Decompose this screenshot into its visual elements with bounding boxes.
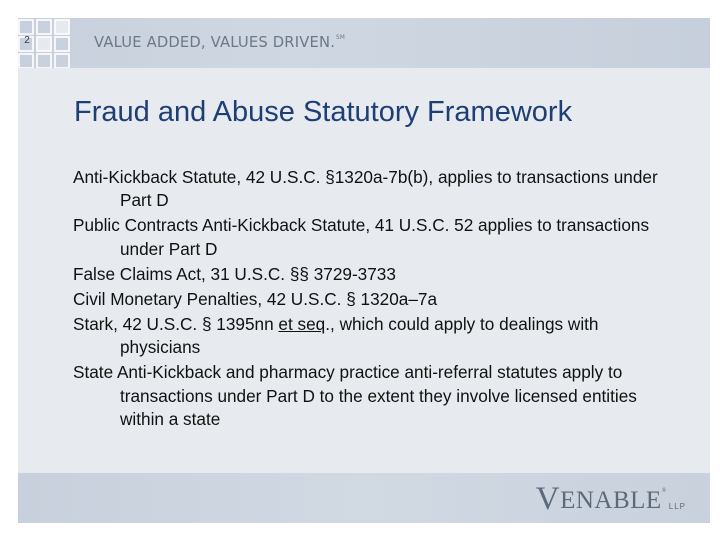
venable-logo (536, 481, 686, 518)
bullet-text: Stark, 42 U.S.C. § 1395nn (73, 313, 279, 334)
bullet-item: Public Contracts Anti-Kickback Statute, 41 U.S.C. 52 applies to transactions under Part D (73, 215, 650, 259)
bullet-item (73, 313, 683, 360)
logo-wordmark: ENABLE (560, 487, 662, 514)
logo-initial: V (535, 481, 561, 517)
tagline (94, 33, 345, 51)
bullet-item: False Claims Act, 31 U.S.C. §§ 3729-3733 (73, 263, 396, 284)
page-number: 2 (24, 35, 30, 46)
bullet-item: Anti-Kickback Statute, 42 U.S.C. §1320a-7b(b), applies to transactions under Part D (73, 167, 658, 211)
service-mark: SM (336, 34, 345, 41)
et-seq-underlined: et seq (278, 313, 326, 334)
bullet-text: ., which could apply to dealings with physicians (120, 313, 599, 358)
logo-llp: LLP (668, 502, 686, 511)
bullet-list (73, 166, 683, 433)
bullet-item: State Anti-Kickback and pharmacy practice anti-referral statutes apply to transactions under Part D to the extent they involve licensed entities within a state (73, 362, 637, 429)
slide-title: Fraud and Abuse Statutory Framework (74, 96, 573, 128)
bullet-item: Civil Monetary Penalties, 42 U.S.C. § 1320a–7a (73, 288, 438, 309)
tagline-text: VALUE ADDED, VALUES DRIVEN. (94, 33, 336, 51)
slide (18, 18, 710, 523)
logo-registered-mark: ® (661, 488, 667, 494)
footer-band (18, 473, 710, 523)
header-band (18, 18, 710, 68)
